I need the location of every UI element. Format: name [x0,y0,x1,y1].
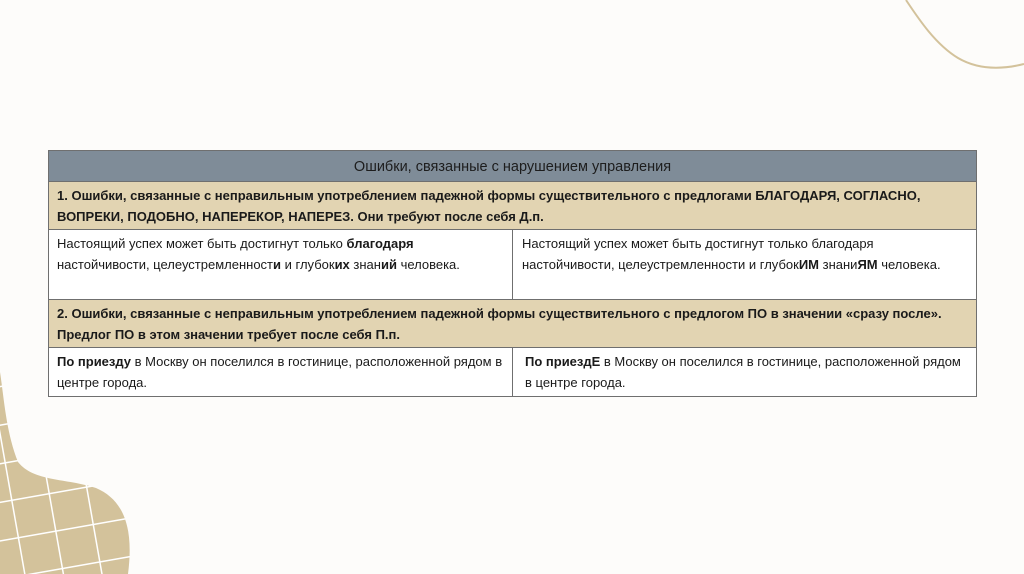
section-1-heading: 1. Ошибки, связанные с неправильным употреблением падежной формы существительного с предлогами БЛАГОДАРЯ, СОГЛАСНО, ВОПРЕКИ, ПОДОБНО, НАПЕРЕКОР, НАПЕРЕЗ. Они требуют после себя Д.п. [49,182,977,230]
example-text-run: их [334,257,350,272]
example-text-run: По приездЕ [525,354,601,369]
example-text-run: настойчивости, целеустремленност [57,257,274,272]
example-text-run: знани [819,257,858,272]
section-2-example-row [49,348,977,397]
example-text-run: в Москву он поселился в гостинице, расположенной рядом в центре города. [57,354,503,390]
example-text-run: ИМ [798,257,819,272]
example-text-run: человека. [396,257,460,272]
section-2-correct-example [513,348,977,397]
example-text-run: человека. [877,257,941,272]
bottom-left-blob-decoration [0,372,130,574]
section-1-row [49,182,977,230]
section-1-incorrect-example [49,230,513,300]
example-text-run: ЯМ [857,257,878,272]
example-text-run: знан [349,257,381,272]
section-2-incorrect-example [49,348,513,397]
example-text-run: и [273,257,282,272]
example-text-run: в Москву он поселился в гостинице, расположенной рядом в центре города. [525,354,961,390]
top-right-curve-decoration [906,0,1024,68]
section-2-row [49,300,977,348]
grammar-errors-table [48,150,977,397]
example-text-run: и глубок [281,257,335,272]
table-header-row [49,151,977,182]
example-text-run: Настоящий успех может быть достигнут только благодаря настойчивости, целеустремленности и глубок [522,236,874,272]
example-text-run: благодаря [346,236,414,251]
example-text-run: Настоящий успех может быть достигнут только [57,236,347,251]
section-1-correct-example [513,230,977,300]
example-text-run: По приезду [57,354,132,369]
table-title: Ошибки, связанные с нарушением управления [49,151,977,182]
example-text-run: ий [380,257,397,272]
section-1-example-row [49,230,977,300]
section-2-heading: 2. Ошибки, связанные с неправильным употреблением падежной формы существительного с предлогом ПО в значении «сразу после». Предлог ПО в этом значении требует после себя П.п. [49,300,977,348]
